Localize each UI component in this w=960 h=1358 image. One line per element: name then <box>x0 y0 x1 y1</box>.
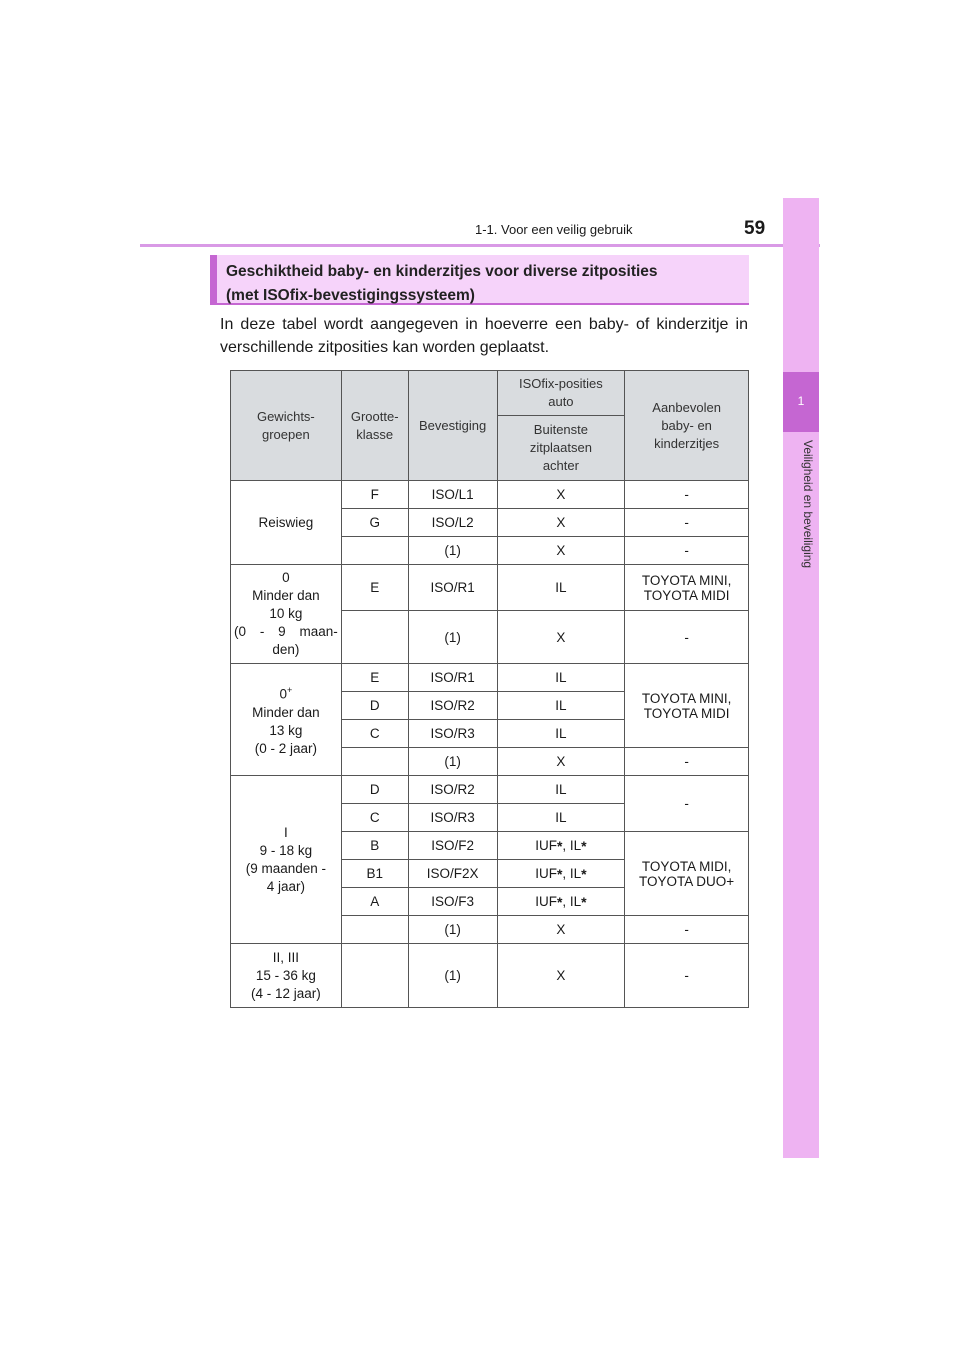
outer-cell: X <box>497 611 625 664</box>
chapter-number: 1 <box>797 394 805 408</box>
fixture-cell: ISO/R2 <box>408 776 497 804</box>
fixture-cell: (1) <box>408 611 497 664</box>
fixture-cell: ISO/R2 <box>408 692 497 720</box>
outer-cell: IUF*, IL* <box>497 832 625 860</box>
rec-cell: - <box>625 481 749 509</box>
size-cell <box>341 748 408 776</box>
outer-cell: IL <box>497 664 625 692</box>
fixture-cell: (1) <box>408 748 497 776</box>
seat-suitability-table <box>230 370 749 1008</box>
chapter-title: 1-1. Voor een veilig gebruik <box>475 222 633 237</box>
group-cell-0: 0 Minder dan 10 kg (0 - 9 maan- den) <box>231 565 342 664</box>
group-cell-0plus: 0+ Minder dan 13 kg (0 - 2 jaar) <box>231 664 342 776</box>
outer-cell: X <box>497 748 625 776</box>
chapter-label: Veiligheid en beveiliging <box>801 440 815 569</box>
outer-cell: IL <box>497 692 625 720</box>
table-row <box>231 565 749 611</box>
header-weight-group: Gewichts- groepen <box>231 371 342 481</box>
rec-cell: TOYOTA MINI, TOYOTA MIDI <box>625 664 749 748</box>
size-cell: C <box>341 804 408 832</box>
size-cell <box>341 944 408 1008</box>
fixture-cell: ISO/L2 <box>408 509 497 537</box>
outer-cell: X <box>497 481 625 509</box>
rec-cell: - <box>625 916 749 944</box>
outer-cell: X <box>497 537 625 565</box>
header-outer-seats: Buitenste zitplaatsen achter <box>497 416 625 481</box>
section-title: Geschiktheid baby- en kinderzitjes voor diverse zitposities (met ISOfix-bevestigingssysteem) <box>226 263 658 304</box>
header-rule <box>140 244 820 247</box>
header-size-class: Grootte- klasse <box>341 371 408 481</box>
header-recommended: Aanbevolen baby- en kinderzitjes <box>625 371 749 481</box>
outer-cell: X <box>497 509 625 537</box>
table-row <box>231 481 749 509</box>
outer-cell: IUF*, IL* <box>497 860 625 888</box>
size-cell <box>341 916 408 944</box>
size-cell <box>341 611 408 664</box>
size-cell: F <box>341 481 408 509</box>
chapter-sidebar <box>783 198 819 1158</box>
fixture-cell: ISO/R3 <box>408 804 497 832</box>
outer-cell: X <box>497 916 625 944</box>
size-cell: D <box>341 692 408 720</box>
rec-cell: TOYOTA MINI, TOYOTA MIDI <box>625 565 749 611</box>
size-cell: D <box>341 776 408 804</box>
group-cell-I: I 9 - 18 kg (9 maanden - 4 jaar) <box>231 776 342 944</box>
fixture-cell: ISO/L1 <box>408 481 497 509</box>
fixture-cell: (1) <box>408 944 497 1008</box>
page-number: 59 <box>744 218 766 239</box>
outer-cell: IL <box>497 804 625 832</box>
size-cell: B <box>341 832 408 860</box>
rec-cell: - <box>625 776 749 832</box>
rec-cell: - <box>625 509 749 537</box>
header-fixture: Bevestiging <box>408 371 497 481</box>
fixture-cell: ISO/F3 <box>408 888 497 916</box>
size-cell: E <box>341 664 408 692</box>
fixture-cell: ISO/F2 <box>408 832 497 860</box>
outer-cell: X <box>497 944 625 1008</box>
outer-cell: IUF*, IL* <box>497 888 625 916</box>
header-isofix-positions: ISOfix-posities auto <box>497 371 625 416</box>
fixture-cell: ISO/R3 <box>408 720 497 748</box>
rec-cell: - <box>625 611 749 664</box>
size-cell: E <box>341 565 408 611</box>
fixture-cell: (1) <box>408 537 497 565</box>
table-row <box>231 944 749 1008</box>
fixture-cell: (1) <box>408 916 497 944</box>
rec-cell: - <box>625 944 749 1008</box>
rec-cell: - <box>625 537 749 565</box>
outer-cell: IL <box>497 565 625 611</box>
size-cell: B1 <box>341 860 408 888</box>
fixture-cell: ISO/F2X <box>408 860 497 888</box>
rec-cell: - <box>625 748 749 776</box>
outer-cell: IL <box>497 720 625 748</box>
size-cell <box>341 537 408 565</box>
size-cell: G <box>341 509 408 537</box>
intro-paragraph: In deze tabel wordt aangegeven in hoeverre een baby- of kinderzitje in verschillende zitposities kan worden geplaatst. <box>220 316 748 356</box>
group-cell-reiswieg: Reiswieg <box>231 481 342 565</box>
fixture-cell: ISO/R1 <box>408 664 497 692</box>
table-row <box>231 776 749 804</box>
group-cell-II-III: II, III 15 - 36 kg (4 - 12 jaar) <box>231 944 342 1008</box>
outer-cell: IL <box>497 776 625 804</box>
table-row <box>231 664 749 692</box>
fixture-cell: ISO/R1 <box>408 565 497 611</box>
rec-cell: TOYOTA MIDI, TOYOTA DUO+ <box>625 832 749 916</box>
size-cell: A <box>341 888 408 916</box>
size-cell: C <box>341 720 408 748</box>
